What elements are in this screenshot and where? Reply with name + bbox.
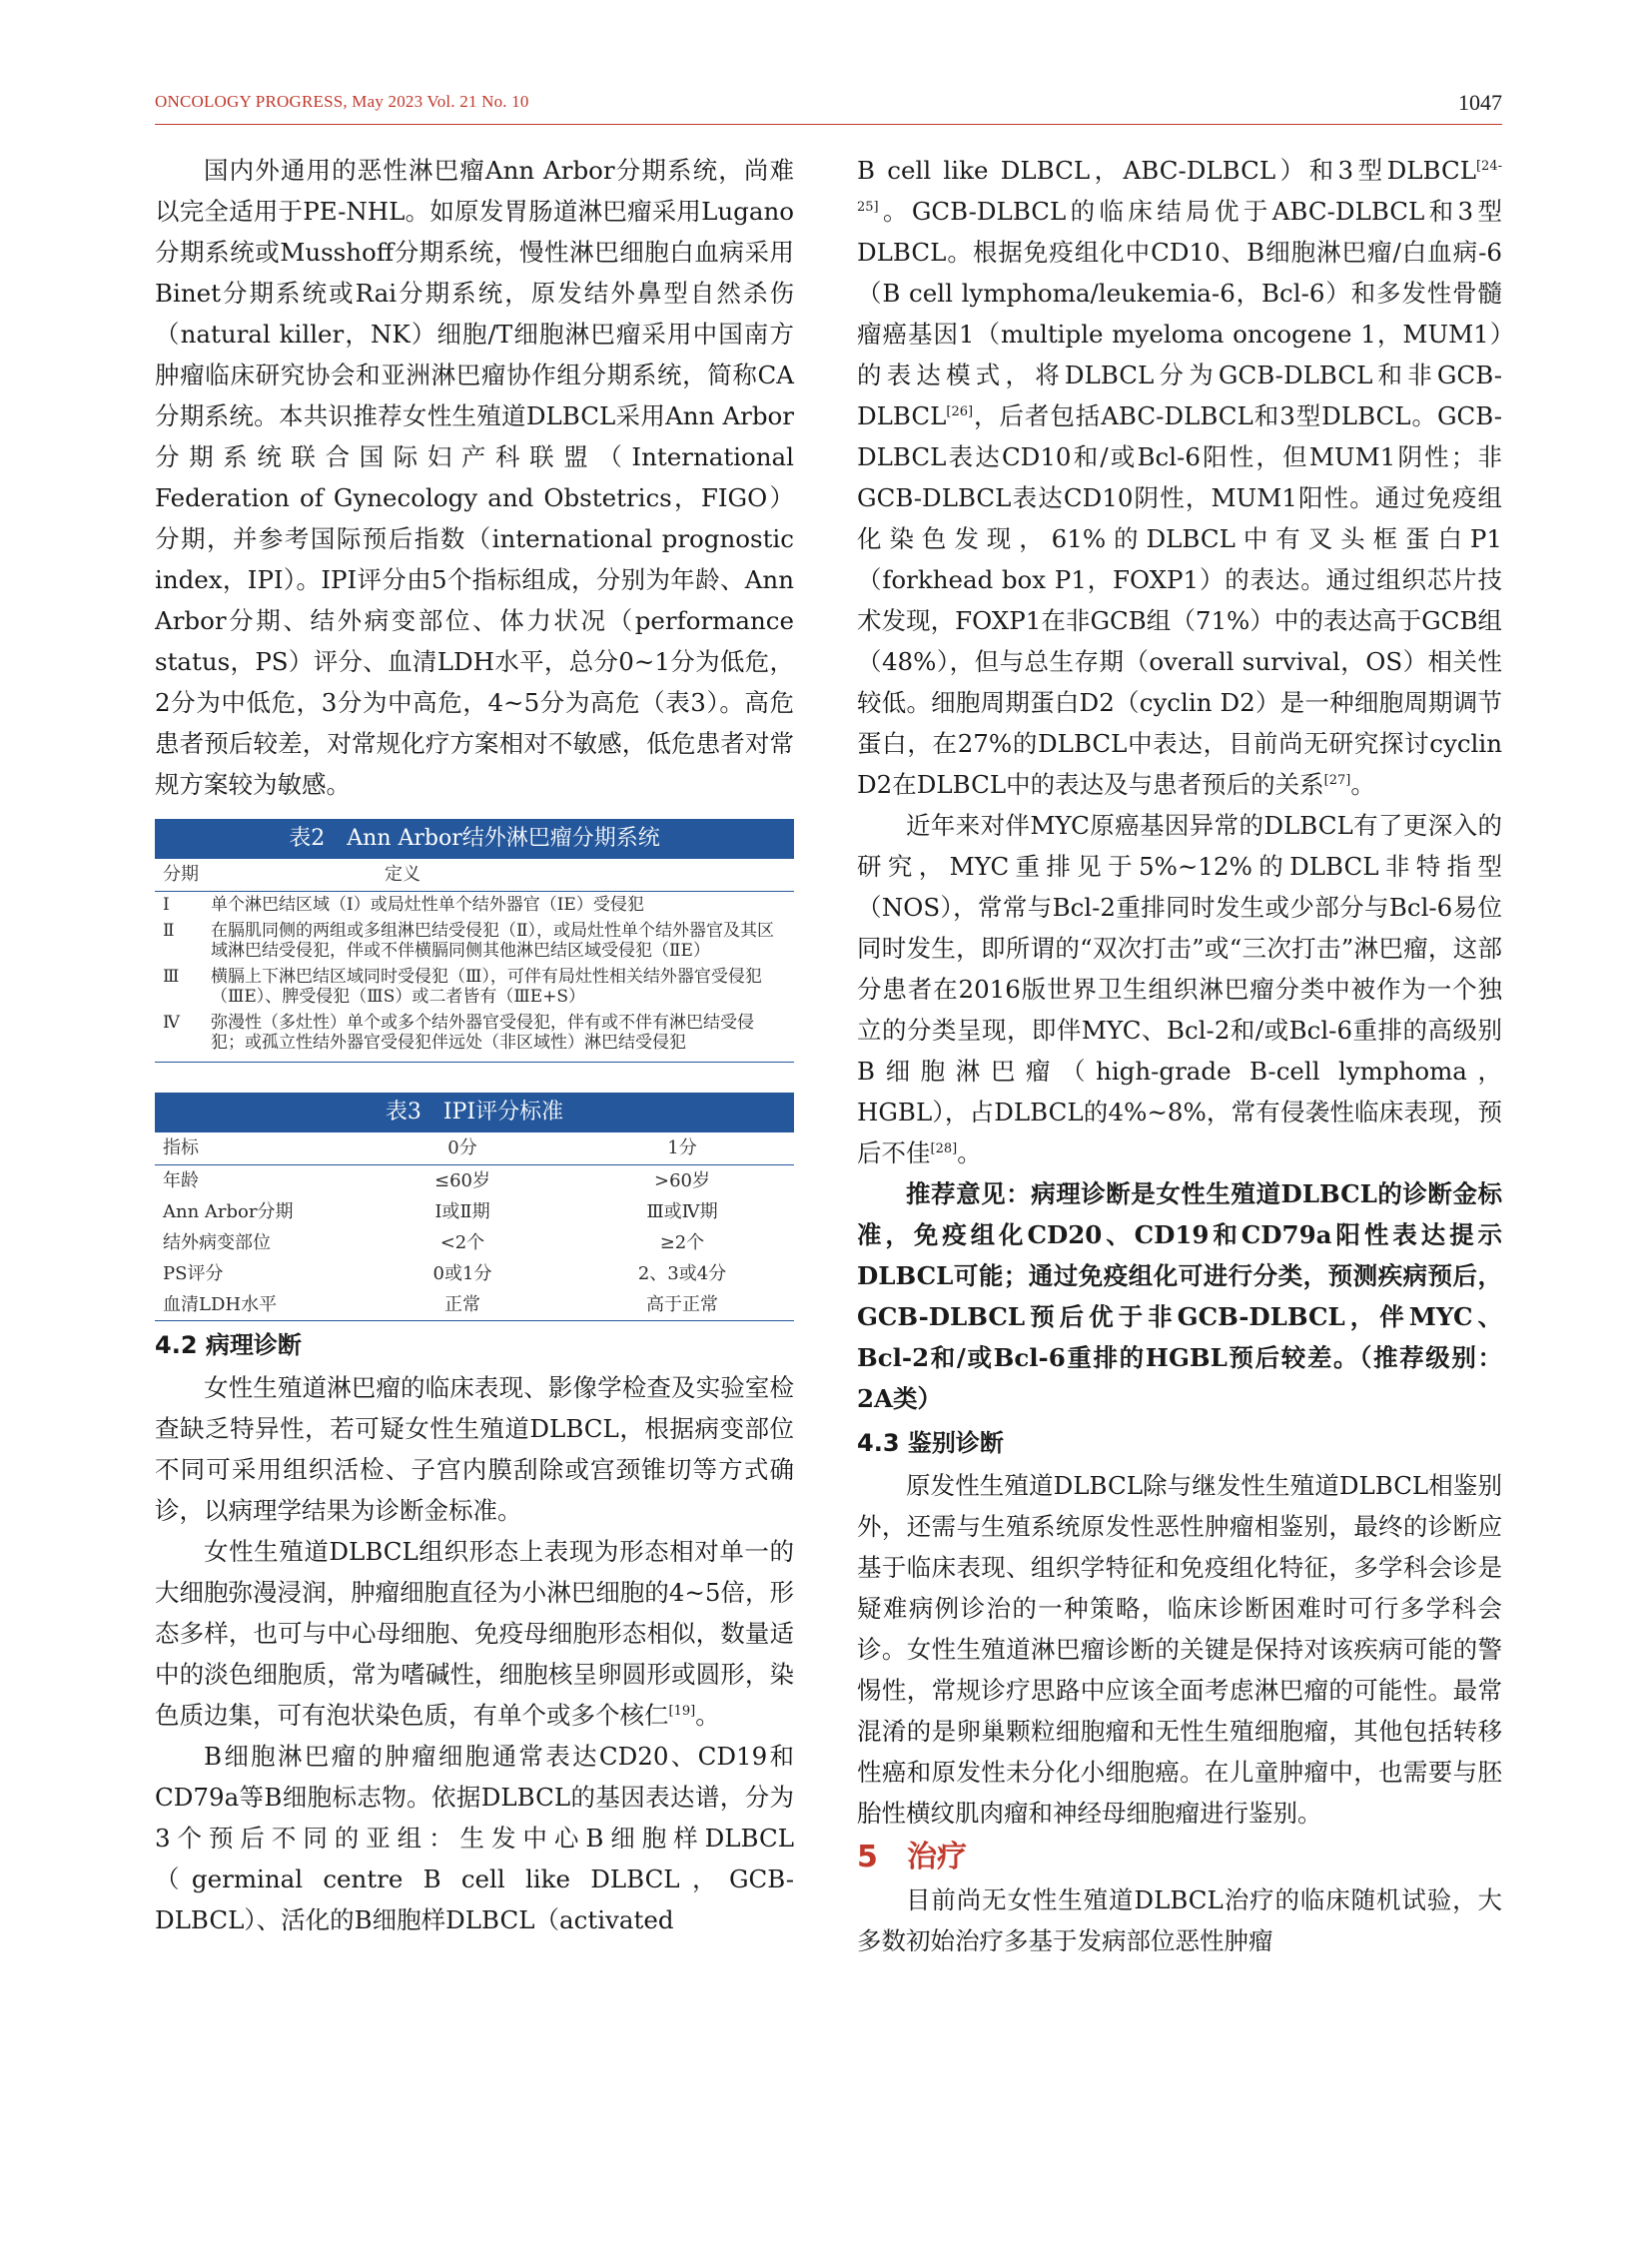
- one-cell: >60岁: [654, 1170, 710, 1191]
- paragraph-end: 。: [1350, 770, 1375, 799]
- table-row: [155, 1289, 794, 1321]
- table-row: [155, 1165, 794, 1196]
- table-row: [155, 1010, 794, 1056]
- table-row: [155, 1227, 794, 1258]
- header-item: 指标: [163, 1137, 199, 1158]
- paragraph-text: 女性生殖道DLBCL组织形态上表现为形态相对单一的大细胞弥漫浸润，肿瘤细胞直径为小淋巴细胞的4~5倍，形态多样，也可与中心母细胞、免疫母细胞形态相似，数量适中的淡色细胞质，常为嗜碱性，细胞核呈卵圆形或圆形，染色质边集，可有泡状染色质，有单个或多个核仁: [155, 1537, 794, 1730]
- table-row: [155, 918, 794, 964]
- table-title: 表3 IPI评分标准: [155, 1093, 794, 1132]
- one-cell: 2、3或4分: [637, 1263, 727, 1284]
- table-bottom-rule: [155, 1056, 794, 1063]
- header-stage: 分期: [163, 864, 199, 885]
- stage-cell: Ⅱ: [163, 921, 175, 941]
- section-heading-5: [857, 1836, 1502, 1879]
- item-cell: 结外病变部位: [163, 1232, 271, 1253]
- table-row: [155, 892, 794, 918]
- stage-cell: Ⅰ: [163, 895, 170, 915]
- zero-cell: <2个: [439, 1232, 485, 1253]
- zero-cell: ≤60岁: [434, 1170, 490, 1191]
- table-ann-arbor: [155, 819, 794, 1063]
- table-ipi: [155, 1093, 794, 1321]
- table-header: [155, 1132, 794, 1165]
- one-cell: Ⅲ或Ⅳ期: [646, 1201, 718, 1222]
- citation-ref: [27]: [1323, 773, 1351, 788]
- section-heading-4-2: 4.2 病理诊断: [155, 1331, 302, 1359]
- paragraph-end: 。: [957, 1138, 982, 1167]
- paragraph-morphology: [155, 1531, 794, 1736]
- page-number: 1047: [1458, 90, 1502, 115]
- citation-ref: [26]: [946, 404, 974, 419]
- citation-ref: [19]: [668, 1704, 696, 1719]
- header-rule: [155, 124, 1502, 125]
- paragraph-myc: [857, 805, 1502, 1173]
- table-row: [155, 964, 794, 1010]
- citation-ref: [24-25]: [857, 159, 1502, 215]
- item-cell: 年龄: [163, 1170, 199, 1191]
- citation-ref: [28]: [930, 1141, 958, 1156]
- table-row: [155, 1258, 794, 1289]
- stage-cell: Ⅳ: [163, 1013, 180, 1033]
- definition-cell: 单个淋巴结区域（Ⅰ）或局灶性单个结外器官（ⅠE）受侵犯: [211, 895, 644, 915]
- stage-cell: Ⅲ: [163, 967, 180, 987]
- paragraph-subgroups: [857, 150, 1502, 805]
- recommendation: 推荐意见：病理诊断是女性生殖道DLBCL的诊断金标准，免疫组化CD20、CD19和CD79a阳性表达提示DLBCL可能；通过免疫组化可进行分类，预测疾病预后，GCB-DLBCL预后优于非GCB-DLBCL，伴MYC、Bcl-2和/或Bcl-6重排的HGBL预后较差。（推荐级别：2A类）: [857, 1179, 1502, 1413]
- table-title: 表2 Ann Arbor结外淋巴瘤分期系统: [155, 819, 794, 859]
- header-definition: 定义: [385, 864, 420, 885]
- section-number: 5: [857, 1840, 878, 1874]
- paragraph-text: 。GCB-DLBCL的临床结局优于ABC-DLBCL和3型DLBCL。根据免疫组化中CD10、B细胞淋巴瘤/白血病-6（B cell lymphoma/leukemia-6，Bcl-6）和多发性骨髓瘤癌基因1（multiple myeloma oncogene 1，MUM1）的表达模式，将DLBCL分为GCB-DLBCL和非GCB-DLBCL: [857, 197, 1502, 430]
- paragraph-text: B cell like DLBCL，ABC-DLBCL）和3型DLBCL: [857, 156, 1476, 185]
- zero-cell: 正常: [444, 1294, 480, 1315]
- paragraph-staging: 国内外通用的恶性淋巴瘤Ann Arbor分期系统，尚难以完全适用于PE-NHL。如原发胃肠道淋巴瘤采用Lugano分期系统或Musshoff分期系统，慢性淋巴细胞白血病采用Binet分期系统或Rai分期系统，原发结外鼻型自然杀伤（natural killer，NK）细胞/T细胞淋巴瘤采用中国南方肿瘤临床研究协会和亚洲淋巴瘤协作组分期系统，简称CA分期系统。本共识推荐女性生殖道DLBCL采用Ann Arbor分期系统联合国际妇产科联盟（International Federation of Gynecology and Obstetrics，FIGO）分期，并参考国际预后指数（international prognostic index，IPI）。IPI评分由5个指标组成，分别为年龄、Ann Arbor分期、结外病变部位、体力状况（performance status，PS）评分、血清LDH水平，总分0~1分为低危，2分为中低危，3分为中高危，4~5分为高危（表3）。高危患者预后较差，对常规化疗方案相对不敏感，低危患者对常规方案较为敏感。: [155, 156, 794, 799]
- right-column: [857, 150, 1502, 1961]
- item-cell: Ann Arbor分期: [163, 1201, 294, 1222]
- table-header: [155, 859, 794, 892]
- header-one: 1分: [667, 1137, 697, 1158]
- paragraph-text: 近年来对伴MYC原癌基因异常的DLBCL有了更深入的研究，MYC重排见于5%~12%的DLBCL非特指型（NOS），常常与Bcl-2重排同时发生或少部分与Bcl-6易位同时发生，即所谓的“双次打击”或“三次打击”淋巴瘤，这部分患者在2016版世界卫生组织淋巴瘤分类中被作为一个独立的分类呈现，即伴MYC、Bcl-2和/或Bcl-6重排的高级别B细胞淋巴瘤（high-grade B-cell lymphoma，HGBL），占DLBCL的4%~8%，常有侵袭性临床表现，预后不佳: [857, 811, 1502, 1167]
- one-cell: ≥2个: [659, 1232, 705, 1253]
- section-title: 治疗: [907, 1840, 967, 1874]
- definition-cell: 横膈上下淋巴结区域同时受侵犯（Ⅲ），可伴有局灶性相关结外器官受侵犯（ⅢE）、脾受侵犯（ⅢS）或二者皆有（ⅢE+S）: [211, 967, 762, 1007]
- paragraph-pathology-intro: 女性生殖道淋巴瘤的临床表现、影像学检查及实验室检查缺乏特异性，若可疑女性生殖道DLBCL，根据病变部位不同可采用组织活检、子宫内膜刮除或宫颈锥切等方式确诊，以病理学结果为诊断金标准。: [155, 1373, 794, 1525]
- journal-header: ONCOLOGY PROGRESS, May 2023 Vol. 21 No. 10: [155, 92, 529, 111]
- paragraph-end: 。: [695, 1701, 720, 1730]
- zero-cell: 0或1分: [432, 1263, 492, 1284]
- zero-cell: Ⅰ或Ⅱ期: [434, 1201, 490, 1222]
- paragraph-treatment: 目前尚无女性生殖道DLBCL治疗的临床随机试验，大多数初始治疗多基于发病部位恶性肿瘤: [857, 1885, 1502, 1955]
- definition-cell: 在膈肌同侧的两组或多组淋巴结受侵犯（Ⅱ），或局灶性单个结外器官及其区域淋巴结受侵犯，伴或不伴横膈同侧其他淋巴结区域受侵犯（ⅡE）: [211, 921, 775, 961]
- definition-cell: 弥漫性（多灶性）单个或多个结外器官受侵犯，伴有或不伴有淋巴结受侵犯；或孤立性结外器官受侵犯伴远处（非区域性）淋巴结受侵犯: [211, 1013, 754, 1053]
- paragraph-text: ，后者包括ABC-DLBCL和3型DLBCL。GCB-DLBCL表达CD10和/或Bcl-6阳性，但MUM1阴性；非GCB-DLBCL表达CD10阴性，MUM1阳性。通过免疫组化染色发现，61%的DLBCL中有叉头框蛋白P1（forkhead box P1，FOXP1）的表达。通过组织芯片技术发现，FOXP1在非GCB组（71%）中的表达高于GCB组（48%），但与总生存期（overall survival，OS）相关性较低。细胞周期蛋白D2（cyclin D2）是一种细胞周期调节蛋白，在27%的DLBCL中表达，目前尚无研究探讨cyclin D2在DLBCL中的表达及与患者预后的关系: [857, 401, 1502, 799]
- section-heading-4-3: 4.3 鉴别诊断: [857, 1429, 1004, 1457]
- item-cell: 血清LDH水平: [163, 1294, 278, 1315]
- left-column: [155, 150, 794, 1940]
- paragraph-differential: 原发性生殖道DLBCL除与继发性生殖道DLBCL相鉴别外，还需与生殖系统原发性恶性肿瘤相鉴别，最终的诊断应基于临床表现、组织学特征和免疫组化特征，多学科会诊是疑难病例诊治的一种策略，临床诊断困难时可行多学科会诊。女性生殖道淋巴瘤诊断的关键是保持对该疾病可能的警惕性，常规诊疗思路中应该全面考虑淋巴瘤的可能性。最常混淆的是卵巢颗粒细胞瘤和无性生殖细胞瘤，其他包括转移性癌和原发性未分化小细胞癌。在儿童肿瘤中，也需要与胚胎性横纹肌肉瘤和神经母细胞瘤进行鉴别。: [857, 1471, 1502, 1828]
- one-cell: 高于正常: [646, 1294, 718, 1315]
- header-zero: 0分: [447, 1137, 477, 1158]
- table-row: [155, 1196, 794, 1227]
- item-cell: PS评分: [163, 1263, 224, 1284]
- paragraph-markers: B细胞淋巴瘤的肿瘤细胞通常表达CD20、CD19和CD79a等B细胞标志物。依据DLBCL的基因表达谱，分为3个预后不同的亚组：生发中心B细胞样DLBCL（germinal centre B cell like DLBCL，GCB-DLBCL）、活化的B细胞样DLBCL（activated: [155, 1742, 794, 1934]
